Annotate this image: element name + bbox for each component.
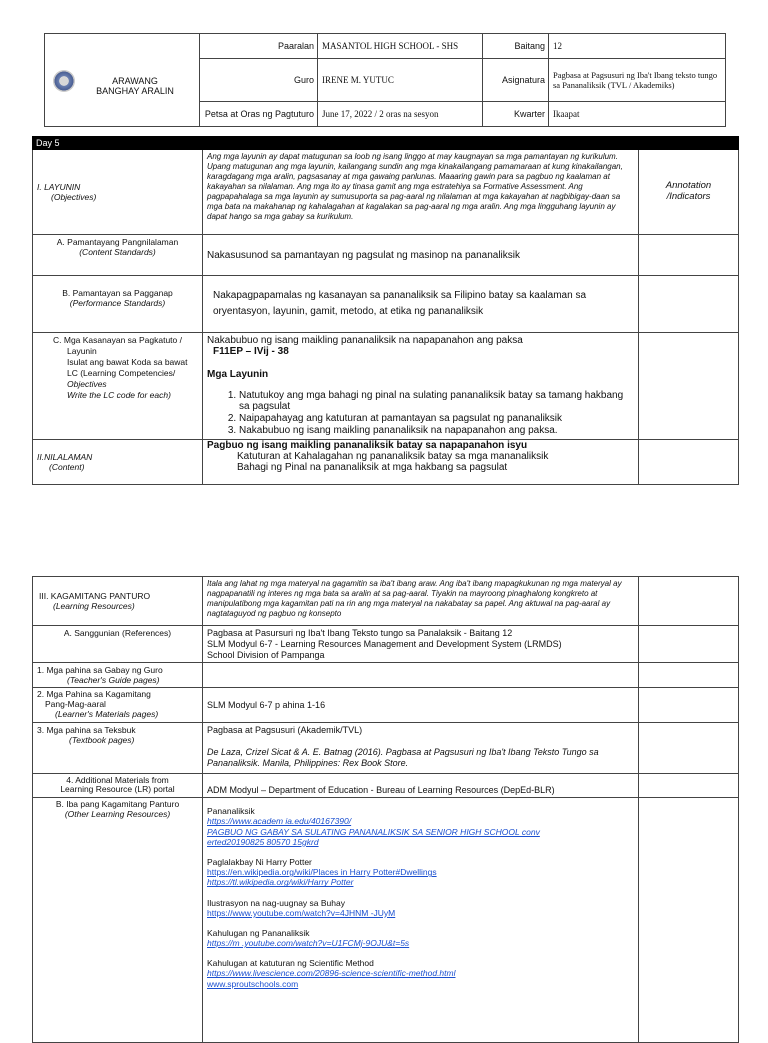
gabay-guro-label-cell: [33, 663, 203, 688]
resource-title: Ilustrasyon na nag-uugnay sa Buhay: [207, 897, 345, 908]
resource-title: Kahulugan ng Pananaliksik: [207, 927, 310, 938]
resource-link[interactable]: erted20190825 80570 15gkrd: [207, 836, 319, 847]
nilalaman-annotation: [639, 440, 739, 485]
iba-pang-sublabel: (Other Learning Resources): [64, 808, 171, 819]
asignatura-value: Pagbasa at Pagsusuri ng Iba't Ibang teksto tungo sa Pananaliksik (TVL / Akademiks): [549, 59, 726, 102]
nilalaman-label: II.NILALAMAN: [37, 452, 93, 462]
annotation-header: Annotation /Indicators: [639, 150, 739, 235]
resource-link[interactable]: https://www.livescience.com/20896-science-scientific-method.html: [207, 968, 456, 979]
resource-link[interactable]: www.sproutschools.com: [207, 978, 299, 989]
resource-title: Kahulugan at katuturan ng Scientific Method: [207, 958, 374, 969]
deped-seal-icon: [53, 70, 75, 92]
petsa-value: June 17, 2022 / 2 oras na sesyon: [318, 102, 483, 127]
kagamitan-text: Itala ang lahat ng mga materyal na gagamitin sa iba't ibang araw. Ang iba't ibang mapagkukunan ng mga materyal ay nagpapanatili ng interes ng mga bata sa aralin at sa pag-aaral. Tiyakin na mayroong pinaghalong kongkreto at manipulatibong mga kagamitan pati na rin ang mga materyal na nakabatay sa papel. Ang aktuwal na pag-aaral ay nagtataguyod ng pagbuo ng konsepto: [203, 577, 639, 626]
layunin-label-cell: [33, 150, 203, 235]
teksbuk-cell: [203, 722, 639, 773]
sanggunian-label: A. Sanggunian (References): [33, 626, 203, 663]
sanggunian-cell: [203, 626, 639, 663]
guro-label: Guro: [200, 59, 318, 102]
sanggunian-line1: Pagbasa at Pasursuri ng Iba't Ibang Teksto tungo sa Panalaksik - Baitang 12: [207, 628, 513, 638]
mag-aaral-label-2: Pang-Mag-aaral: [45, 699, 106, 710]
nilalaman-heading: Pagbuo ng isang maikling pananaliksik batay sa napapanahon isyu: [207, 440, 528, 451]
kagamitan-annotation: [639, 577, 739, 626]
additional-annotation: [639, 773, 739, 798]
sanggunian-annotation: [639, 626, 739, 663]
mag-aaral-label-1: 2. Mga Pahina sa Kagamitang: [37, 689, 151, 700]
content-std-text: Nakasusunod sa pamantayan ng pagsulat ng masinop na pananaliksik: [203, 235, 639, 276]
competencies-label-6: Write the LC code for each): [67, 390, 171, 401]
resource-link[interactable]: https://tl.wikipedia.org/wiki/Harry Potter: [207, 877, 354, 888]
performance-std-annotation: [639, 276, 739, 333]
resource-link[interactable]: PAGBUO NG GABAY SA SULATING PANANALIKSIK SA SENIOR HIGH SCHOOL conv: [207, 826, 540, 837]
mag-aaral-annotation: [639, 688, 739, 722]
resources-table: [32, 576, 739, 1043]
day-label: Day 5: [33, 137, 739, 150]
performance-std-sublabel: (Performance Standards): [69, 298, 166, 308]
nilalaman-line1: Katuturan at Kahalagahan ng pananaliksik batay sa mga mananaliksik: [237, 451, 549, 462]
title-cell: [45, 34, 200, 127]
resource-link[interactable]: https://www.youtube.com/watch?v=4JHNM -JUyM: [207, 907, 396, 918]
competencies-annotation: [639, 333, 739, 440]
competencies-code: F11EP – IVij - 38: [213, 346, 289, 357]
teksbuk-line1: Pagbasa at Pagsusuri (Akademik/TVL): [207, 724, 363, 735]
competencies-list: [223, 390, 634, 436]
kagamitan-sublabel: (Learning Resources): [53, 601, 135, 611]
resource-group: [207, 806, 634, 847]
resource-link[interactable]: https://www.academ ia.edu/40167390/: [207, 816, 352, 827]
competencies-label-1: C. Mga Kasanayan sa Pagkatuto /: [53, 335, 182, 345]
competencies-label-3: Isulat ang bawat Koda sa bawat: [67, 357, 188, 368]
mag-aaral-sublabel: (Learner's Materials pages): [55, 708, 159, 719]
nilalaman-line2: Bahagi ng Pinal na pananaliksik at mga hakbang sa pagsulat: [237, 462, 508, 473]
title-line1: ARAWANG: [112, 76, 158, 86]
kwarter-value: Ikaapat: [549, 102, 726, 127]
content-std-label-cell: [33, 235, 203, 276]
lesson-plan-table: [32, 136, 739, 485]
resource-title: Pananaliksik: [207, 806, 255, 817]
content-std-label: A. Pamantayang Pangnilalaman: [56, 237, 179, 247]
iba-pang-annotation: [639, 798, 739, 1043]
gabay-guro-annotation: [639, 663, 739, 688]
additional-label-2: Learning Resource (LR) portal: [60, 784, 175, 795]
performance-std-label-cell: [33, 276, 203, 333]
guro-value: IRENE M. YUTUC: [318, 59, 483, 102]
gabay-guro-text: [203, 663, 639, 688]
paaralan-label: Paaralan: [200, 34, 318, 59]
layunin-label: I. LAYUNIN: [37, 182, 81, 192]
baitang-label: Baitang: [483, 34, 549, 59]
competencies-text: Nakabubuo ng isang maikling pananaliksik na napapanahon ang paksa: [207, 335, 523, 346]
petsa-label: Petsa at Oras ng Pagtuturo: [200, 102, 318, 127]
resource-link[interactable]: https://en.wikipedia.org/wiki/Places in Harry Potter#Dwellings: [207, 867, 437, 878]
performance-std-text: Nakapagpapamalas ng kasanayan sa pananaliksik sa Filipino batay sa kaalaman sa oryentasyon, layunin, gamit, metodo, at etika ng pananaliksik: [203, 276, 639, 333]
kagamitan-label-cell: [33, 577, 203, 626]
additional-label-1: 4. Additional Materials from: [66, 774, 169, 785]
teksbuk-label: 3. Mga pahina sa Teksbuk: [37, 724, 136, 735]
performance-std-label: B. Pamantayan sa Pagganap: [62, 288, 173, 298]
competencies-label-cell: [33, 333, 203, 440]
competency-item: 2. Naipapahayag ang katuturan at pamantayan sa pagsulat ng pananaliksik: [239, 413, 634, 424]
mag-aaral-text: SLM Modyul 6-7 p ahina 1-16: [203, 688, 639, 722]
content-std-sublabel: (Content Standards): [79, 247, 156, 257]
iba-pang-cell: [203, 798, 639, 1043]
additional-text: ADM Modyul – Department of Education - Bureau of Learning Resources (DepEd-BLR): [203, 773, 639, 798]
teksbuk-sublabel: (Textbook pages): [69, 734, 135, 745]
competencies-label-5: Objectives: [67, 379, 107, 390]
teksbuk-label-cell: [33, 722, 203, 773]
baitang-value: 12: [549, 34, 726, 59]
teksbuk-line2: De Laza, Crizel Sicat & A. E. Batnag (2016). Pagbasa at Pagsusuri ng Iba't Ibang Teksto Tungo sa Pananaliksik. Manila, Philippines: Rex Book Store.: [207, 747, 599, 769]
resource-title: Paglalakbay Ni Harry Potter: [207, 856, 312, 867]
competency-item: 3. Nakabubuo ng isang maikling pananaliksik na napapanahon ang paksa.: [239, 425, 634, 436]
sanggunian-line2: SLM Modyul 6-7 - Learning Resources Management and Development System (LRMDS): [207, 638, 562, 649]
asignatura-label: Asignatura: [483, 59, 549, 102]
paaralan-value: MASANTOL HIGH SCHOOL - SHS: [318, 34, 483, 59]
kwarter-label: Kwarter: [483, 102, 549, 127]
resource-group: [207, 928, 634, 948]
competencies-label-4: LC (Learning Competencies/: [67, 368, 176, 379]
layunin-text: Ang mga layunin ay dapat matugunan sa loob ng isang linggo at may kaugnayan sa mga pamantayan ng kurikulum. Upang matugunan ang mga layunin, kailangang sundin ang mga kinakailangang pamamaraan at kung kinakailangan, karagdagang mga aralin, pagsasanay at mga gawaing panlunas. Maaaring gawin para sa pagbuo ng kaalaman at kakayahan sa nilalaman. Ang mga ito ay tinasa gamit ang mga estratehiya sa Formative Assessment. Ang pagpapahalaga sa mga layunin ay sumusuporta sa pag-aaral ng nilalaman at mga kakayahan at nagbibigay-daan sa mga bata na makahanap ng kahalagahan at kagalakan sa pag-aaral ng mga aralin. Ang mga lingguhang layunin ay dapat hango sa mga gabay sa kurikulum.: [203, 150, 639, 235]
gabay-guro-sublabel: (Teacher's Guide pages): [67, 675, 160, 686]
mag-aaral-label-cell: [33, 688, 203, 722]
nilalaman-cell: [203, 440, 639, 485]
header-table: [44, 33, 726, 127]
resource-group: [207, 898, 634, 918]
resource-group: [207, 958, 634, 989]
resource-link[interactable]: https://m .youtube.com/watch?v=U1FCMj-9OJU&t=5s: [207, 938, 410, 949]
competencies-label-2: Layunin: [67, 346, 97, 357]
nilalaman-sublabel: (Content): [49, 462, 85, 472]
sanggunian-line3: School Division of Pampanga: [207, 649, 325, 660]
competencies-layunin-heading: Mga Layunin: [207, 369, 269, 380]
layunin-sublabel: (Objectives): [51, 192, 97, 202]
additional-label-cell: [33, 773, 203, 798]
competency-item: 1. Natutukoy ang mga bahagi ng pinal na sulating pananaliksik batay sa tamang hakbang sa pagsulat: [239, 390, 634, 412]
teksbuk-annotation: [639, 722, 739, 773]
title-line2: BANGHAY ARALIN: [96, 86, 174, 96]
content-std-annotation: [639, 235, 739, 276]
nilalaman-label-cell: [33, 440, 203, 485]
resource-group: [207, 857, 634, 888]
iba-pang-label: B. Iba pang Kagamitang Panturo: [55, 799, 180, 810]
gabay-guro-label: 1. Mga pahina sa Gabay ng Guro: [37, 665, 163, 676]
iba-pang-label-cell: [33, 798, 203, 1043]
competencies-cell: [203, 333, 639, 440]
kagamitan-label: III. KAGAMITANG PANTURO: [39, 591, 151, 601]
